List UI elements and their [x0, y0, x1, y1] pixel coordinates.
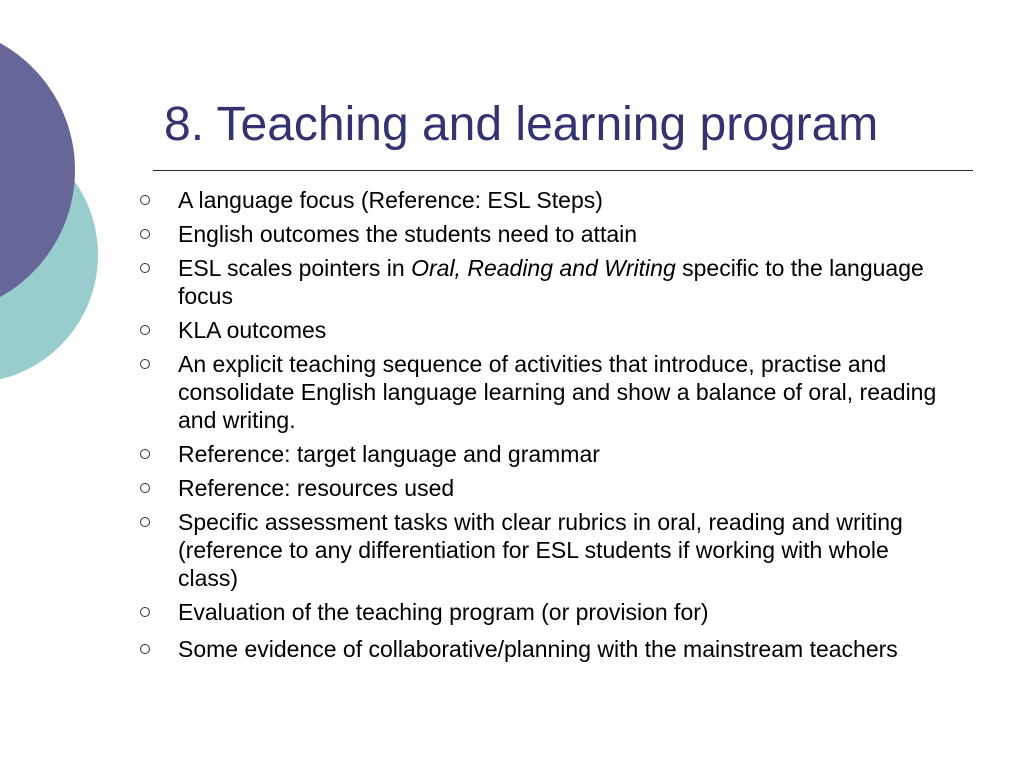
bullet-item-language-focus: [138, 186, 938, 214]
hollow-circle-bullet-icon: [140, 195, 150, 205]
hollow-circle-bullet-icon: [140, 607, 150, 617]
bullet-text: KLA outcomes: [178, 317, 327, 343]
decorative-circles: [0, 0, 120, 420]
bullet-text: Reference: target language and grammar: [178, 441, 600, 467]
bullet-text: Evaluation of the teaching program (or provision for): [178, 599, 709, 625]
bullet-text: English outcomes the students need to attain: [178, 221, 638, 247]
bullet-text: A language focus (Reference: ESL Steps): [178, 187, 603, 213]
bullet-item-evaluation: [138, 598, 938, 626]
hollow-circle-bullet-icon: [140, 644, 150, 654]
bullet-text: An explicit teaching sequence of activities that introduce, practise and consolidate English language learning and show a balance of oral, reading and writing.: [178, 351, 937, 433]
hollow-circle-bullet-icon: [140, 449, 150, 459]
bullet-text: Reference: resources used: [178, 475, 455, 501]
hollow-circle-bullet-icon: [140, 263, 150, 273]
bullet-item-assessment-tasks: [138, 508, 938, 592]
hollow-circle-bullet-icon: [140, 229, 150, 239]
bullet-text-emphasis: Oral, Reading and Writing: [411, 255, 676, 281]
bullet-text-after: specific to the language focus: [178, 255, 924, 309]
hollow-circle-bullet-icon: [140, 517, 150, 527]
bullet-item-resources: [138, 474, 938, 502]
bullet-item-target-language: [138, 440, 938, 468]
hollow-circle-bullet-icon: [140, 483, 150, 493]
bullet-item-esl-scales: [138, 254, 938, 310]
hollow-circle-bullet-icon: [140, 325, 150, 335]
title-divider: [153, 170, 973, 171]
bullet-item-kla-outcomes: [138, 316, 938, 344]
hollow-circle-bullet-icon: [140, 359, 150, 369]
bullet-item-english-outcomes: [138, 220, 938, 248]
bullet-text: Some evidence of collaborative/planning with the mainstream teachers: [178, 636, 898, 662]
slide-title: 8. Teaching and learning program: [164, 98, 879, 151]
bullet-list: [138, 186, 938, 669]
bullet-text: Specific assessment tasks with clear rubrics in oral, reading and writing (reference to any differentiation for ESL students if working with whole class): [178, 509, 903, 591]
bullet-item-collaborative-planning: [138, 635, 938, 663]
bullet-text-before: ESL scales pointers in: [178, 255, 412, 281]
bullet-item-teaching-sequence: [138, 350, 938, 434]
